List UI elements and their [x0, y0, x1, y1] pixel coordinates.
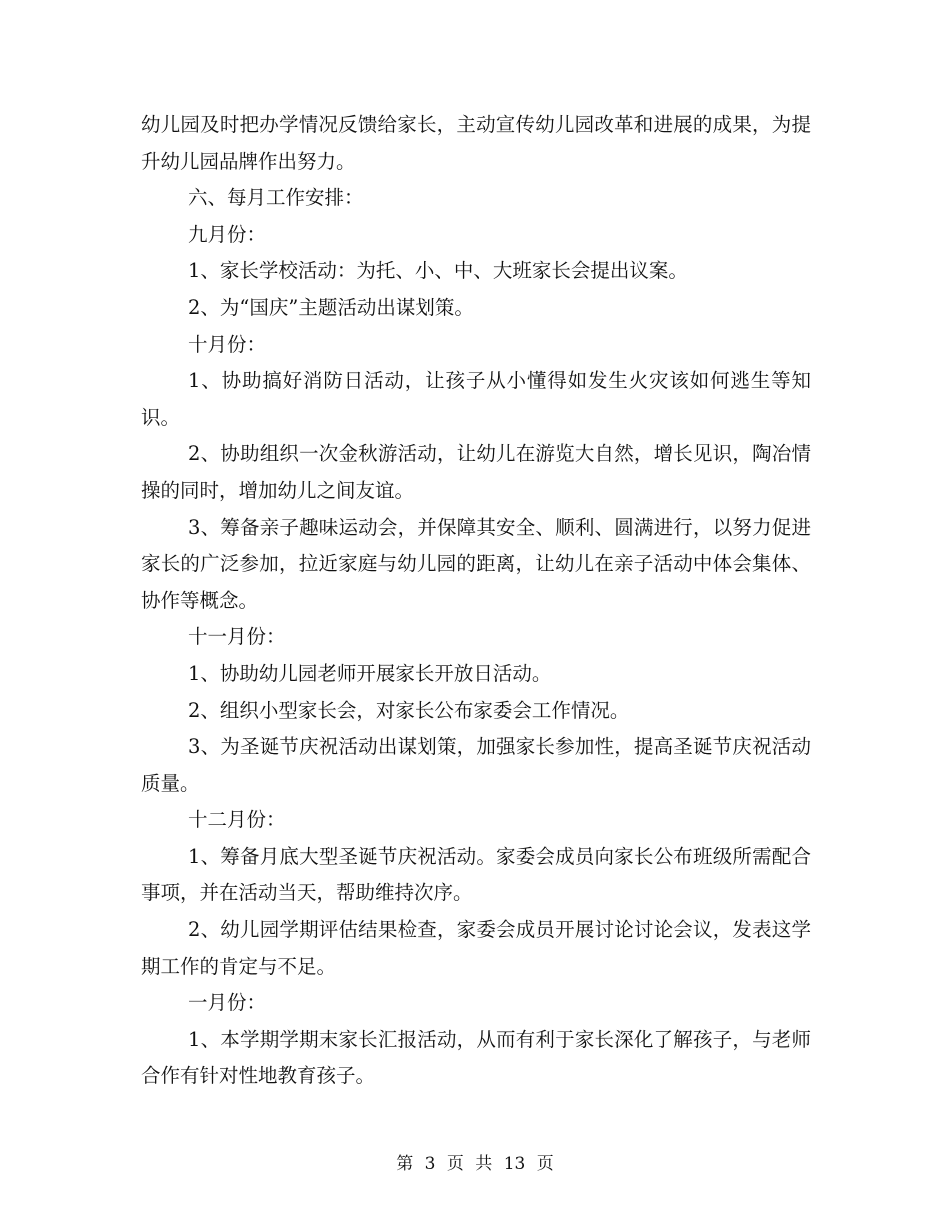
- month-heading-january: 一月份：: [188, 991, 267, 1015]
- list-item: 1、筹备月底大型圣诞节庆祝活动。家委会成员向家长公布班级所需配合事项，并在活动当天，帮助维持次序。: [141, 844, 811, 905]
- list-item: 1、家长学校活动：为托、小、中、大班家长会提出议案。: [188, 259, 688, 283]
- page-number-footer: 第 3 页 共 13 页: [396, 1154, 554, 1174]
- month-heading-september: 九月份：: [188, 222, 267, 246]
- document-body: [141, 107, 811, 1095]
- list-item: 2、幼儿园学期评估结果检查，家委会成员开展讨论讨论会议，发表这学期工作的肯定与不足。: [141, 918, 811, 978]
- list-item: 3、为圣诞节庆祝活动出谋划策，加强家长参加性，提高圣诞节庆祝活动质量。: [141, 735, 811, 795]
- month-heading-october: 十月份：: [188, 332, 267, 356]
- list-item: 2、为“国庆”主题活动出谋划策。: [188, 295, 474, 319]
- list-item: 2、组织小型家长会，对家长公布家委会工作情况。: [188, 698, 630, 722]
- list-item: 1、协助搞好消防日活动，让孩子从小懂得如发生火灾该如何逃生等知识。: [141, 369, 811, 429]
- section-heading-monthly-plan: 六、每月工作安排：: [188, 186, 364, 210]
- list-item: 3、筹备亲子趣味运动会，并保障其安全、顺利、圆满进行，以努力促进家长的广泛参加，拉近家庭与幼儿园的距离，让幼儿在亲子活动中体会集体、协作等概念。: [141, 515, 811, 612]
- month-heading-november: 十一月份：: [188, 625, 286, 649]
- list-item: 1、本学期学期末家长汇报活动，从而有利于家长深化了解孩子，与老师合作有针对性地教育孩子。: [141, 1027, 811, 1088]
- list-item: 2、协助组织一次金秋游活动，让幼儿在游览大自然，增长见识，陶冶情操的同时，增加幼儿之间友谊。: [141, 442, 811, 502]
- month-heading-december: 十二月份：: [188, 808, 286, 832]
- paragraph-continuation: 幼儿园及时把办学情况反馈给家长，主动宣传幼儿园改革和进展的成果，为提升幼儿园品牌作出努力。: [141, 113, 811, 173]
- list-item: 1、协助幼儿园老师开展家长开放日活动。: [188, 661, 552, 685]
